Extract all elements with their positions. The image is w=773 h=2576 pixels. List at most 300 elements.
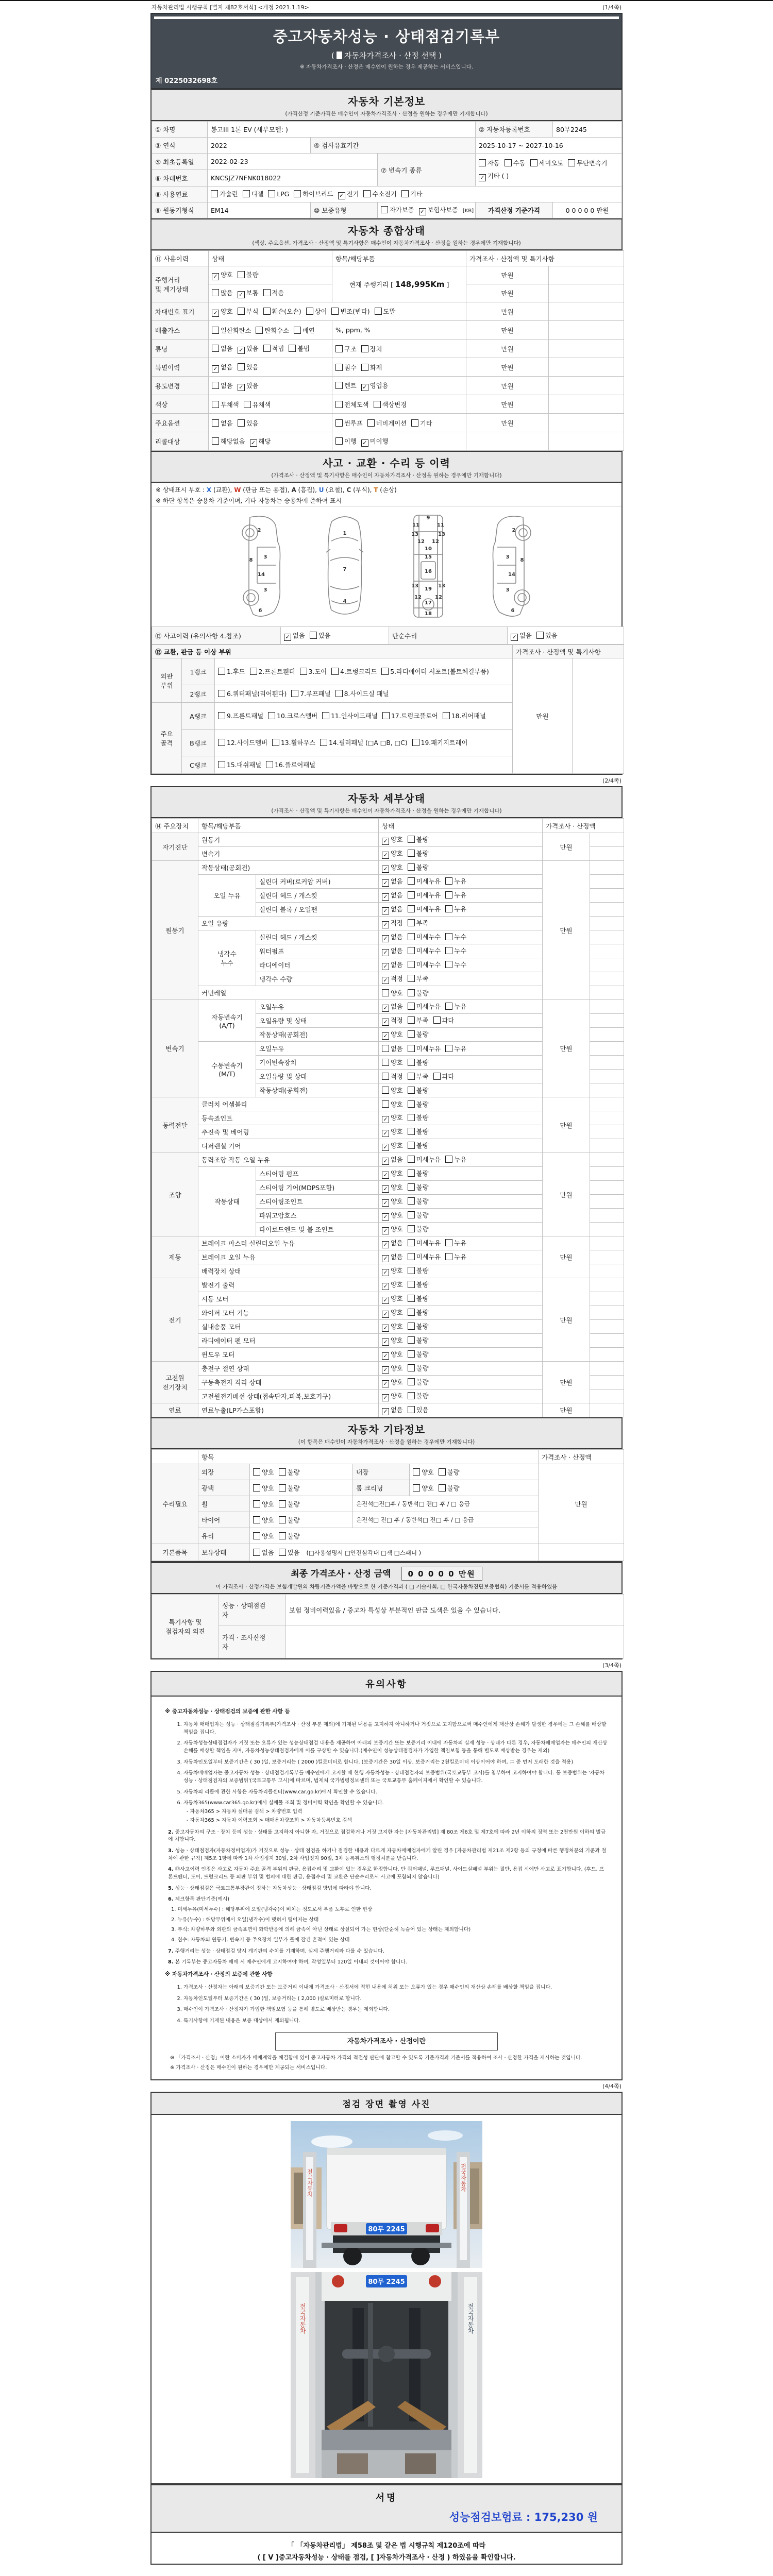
checkbox[interactable]	[212, 419, 219, 427]
checkbox[interactable]: ✓	[511, 634, 518, 641]
checkbox[interactable]: ✓	[212, 273, 219, 280]
checkbox[interactable]	[253, 1484, 260, 1492]
checkbox[interactable]: ✓	[382, 1185, 389, 1193]
checkbox[interactable]	[433, 1016, 441, 1024]
checkbox[interactable]: ✓	[361, 384, 368, 391]
checkbox[interactable]	[218, 739, 225, 746]
checkbox[interactable]: ✓	[382, 1158, 389, 1165]
checkbox[interactable]	[536, 632, 544, 639]
option-없음: ✓ 없음	[382, 1238, 403, 1248]
option-미세누유: 미세누유	[408, 1044, 441, 1053]
checkbox[interactable]	[408, 1253, 415, 1260]
detail-table-box	[150, 818, 623, 1418]
checkbox[interactable]	[310, 632, 317, 639]
model-year: 2022	[208, 138, 311, 154]
checkbox[interactable]	[218, 712, 225, 719]
checkbox[interactable]	[408, 1030, 415, 1038]
detail-subgroup: 자동변속기 (A/T)	[198, 1000, 256, 1042]
detail-status	[379, 889, 543, 903]
other-item-status	[250, 1496, 353, 1512]
checkbox[interactable]	[218, 690, 225, 697]
checkbox[interactable]	[212, 401, 219, 408]
checkbox[interactable]	[568, 159, 575, 166]
checkbox[interactable]	[331, 668, 339, 675]
checkbox[interactable]	[367, 419, 375, 427]
checkbox[interactable]: ✓	[361, 439, 368, 447]
checkbox[interactable]: ✓	[382, 1199, 389, 1207]
checkbox[interactable]: ✓	[382, 1352, 389, 1360]
option-누유: 누유	[445, 1002, 466, 1011]
checkbox[interactable]	[411, 419, 418, 427]
option-색상변경: 색상변경	[374, 400, 407, 409]
detail-item: 원동기	[198, 833, 379, 847]
detail-price: 만원	[543, 861, 590, 1000]
checkbox[interactable]	[279, 1532, 286, 1539]
option-불량: 불량	[408, 1294, 429, 1303]
checkbox[interactable]	[408, 1003, 415, 1010]
checkbox[interactable]	[279, 1500, 286, 1507]
checkbox[interactable]: ✓	[479, 174, 486, 181]
checkbox[interactable]	[381, 206, 388, 213]
checkbox[interactable]	[439, 1484, 446, 1492]
other-item-label: 타이어	[198, 1512, 250, 1528]
checkbox[interactable]	[375, 308, 382, 315]
checkbox[interactable]: ✓	[382, 866, 389, 873]
checkbox[interactable]: ✓	[382, 907, 389, 914]
checkbox[interactable]	[408, 1087, 415, 1094]
detail-status	[379, 1125, 543, 1139]
checkbox[interactable]	[382, 1087, 389, 1094]
other-item-note: 운전석□ 전□ 후 / 동반석□ 전□ 후 / □ 응급	[353, 1512, 539, 1528]
exchange-title: ⑬ 교환, 판금 등 이상 부위	[152, 645, 513, 658]
confirmation-line-1: 「 「자동차관리법」 제58조 및 같은 법 시행규칙 제120조에 따라	[287, 2541, 486, 2550]
checkbox[interactable]: ✓	[382, 852, 389, 859]
checkbox[interactable]	[408, 1323, 415, 1330]
checkbox[interactable]	[335, 437, 343, 445]
checkbox[interactable]: ✓	[382, 1213, 389, 1221]
checkbox[interactable]	[408, 891, 415, 899]
checkbox[interactable]	[294, 327, 301, 334]
row-status	[209, 377, 332, 395]
option-없음: ✓ 없음	[212, 362, 233, 372]
option-보험사보증: ✓ 보험사보증	[419, 205, 458, 215]
checkbox[interactable]: ✓	[382, 1269, 389, 1276]
checkbox[interactable]	[374, 401, 381, 408]
checkbox[interactable]: ✓	[382, 1144, 389, 1151]
row-item	[332, 414, 466, 432]
checkbox[interactable]	[335, 690, 343, 697]
checkbox[interactable]	[408, 1114, 415, 1121]
checkbox[interactable]: ✓	[382, 1172, 389, 1179]
checkbox[interactable]: ✓	[382, 977, 389, 984]
checkbox[interactable]: ✓	[238, 347, 245, 354]
checkbox[interactable]: ✓	[382, 1338, 389, 1346]
checkbox[interactable]	[412, 739, 419, 746]
option-양호: ✓ 양호	[382, 1168, 403, 1179]
checkbox[interactable]: ✓	[382, 838, 389, 845]
filled-square-icon	[337, 52, 342, 59]
checkbox[interactable]	[279, 1484, 286, 1492]
checkbox[interactable]	[445, 877, 452, 885]
first-registration: 2022-02-23	[208, 154, 378, 170]
checkbox[interactable]	[279, 1468, 286, 1476]
checkbox[interactable]	[408, 905, 415, 912]
checkbox[interactable]: ✓	[382, 1227, 389, 1234]
checkbox[interactable]: ✓	[382, 1394, 389, 1401]
checkbox[interactable]	[408, 1225, 415, 1232]
option-변조(변타): 변조(변타)	[331, 307, 369, 316]
checkbox[interactable]	[408, 933, 415, 940]
checkbox[interactable]: ✓	[212, 365, 219, 372]
option-양호: ✓ 양호	[212, 307, 233, 317]
checkbox[interactable]	[445, 1045, 452, 1052]
option-네비게이션: 네비게이션	[367, 418, 407, 428]
detail-price: 만원	[543, 1278, 590, 1362]
checkbox[interactable]	[238, 419, 245, 427]
checkbox[interactable]	[211, 190, 218, 197]
checkbox[interactable]	[244, 401, 251, 408]
detail-status	[379, 1097, 543, 1111]
checkbox[interactable]	[268, 712, 275, 719]
checkbox[interactable]	[218, 761, 225, 768]
option-누유: 누유	[445, 1252, 466, 1261]
confirmation-line-2: ( [ V ]중고자동차성능 · 상태를 점검, [ ]자동차가격조사 · 산정 ) 하였음을 확인합니다.	[257, 2553, 516, 2562]
checkbox[interactable]	[382, 712, 390, 719]
checkbox[interactable]	[479, 159, 486, 166]
checkbox[interactable]: ✓	[382, 1325, 389, 1332]
checkbox[interactable]	[253, 1516, 260, 1523]
detail-subgroup: 수동변속기 (M/T)	[198, 1042, 256, 1097]
checkbox[interactable]	[382, 1100, 389, 1108]
rank-items	[215, 703, 513, 730]
checkbox[interactable]	[320, 739, 327, 746]
checkbox[interactable]	[253, 1500, 260, 1507]
notice-footnote: ※ 「가격조사 · 산정」이란 소비자가 매매계약을 체결함에 있어 중고자동차 가격의 적절성 판단에 참고할 수 있도록 기준가격과 기준서를 적용하여 조사 · 산정한 가격을 제시하는 것입니다.	[170, 2055, 582, 2061]
checkbox[interactable]	[445, 1239, 452, 1246]
photo-section	[150, 2092, 623, 2484]
checkbox[interactable]	[408, 877, 415, 885]
detail-status	[379, 1181, 543, 1195]
checkbox[interactable]: ✓	[382, 1297, 389, 1304]
checkbox[interactable]	[256, 327, 263, 334]
checkbox[interactable]	[279, 1516, 286, 1523]
checkbox[interactable]	[445, 933, 452, 940]
option-양호: ✓ 양호	[382, 1210, 403, 1221]
checkbox[interactable]	[408, 947, 415, 954]
checkbox[interactable]	[253, 1532, 260, 1539]
checkbox[interactable]	[408, 1281, 415, 1288]
option-디젤: 디젤	[243, 189, 264, 198]
checkbox[interactable]	[306, 308, 313, 315]
checkbox[interactable]	[335, 382, 343, 389]
option-불량: 불량	[408, 1086, 429, 1095]
detail-item: 스티어링조인트	[256, 1195, 379, 1209]
checkbox[interactable]	[218, 668, 225, 675]
checkbox[interactable]	[266, 761, 273, 768]
checkbox[interactable]	[250, 668, 257, 675]
notice-item: 5. 자동차의 리콜에 관한 사항은 자동차리콜센터(www.car.go.kr)에서 확인할 수 있습니다.	[183, 1789, 608, 1797]
checkbox[interactable]	[505, 159, 512, 166]
checkbox[interactable]: ✓	[382, 893, 389, 901]
detail-item: 추진축 및 베어링	[198, 1125, 379, 1139]
checkbox[interactable]: ✓	[382, 879, 389, 887]
row-status	[209, 321, 332, 340]
checkbox[interactable]	[263, 345, 271, 352]
checkbox[interactable]	[408, 1100, 415, 1108]
checkbox[interactable]: ✓	[338, 192, 345, 199]
checkbox[interactable]	[335, 345, 343, 352]
checkbox[interactable]	[212, 327, 219, 334]
checkbox[interactable]	[322, 712, 329, 719]
price-cell: 만원	[466, 377, 549, 395]
checkbox[interactable]	[238, 271, 245, 278]
checkbox[interactable]: ✓	[382, 1116, 389, 1123]
checkbox[interactable]: ✓	[382, 963, 389, 970]
checkbox[interactable]	[300, 668, 307, 675]
checkbox[interactable]	[408, 1156, 415, 1163]
checkbox[interactable]	[408, 1059, 415, 1066]
checkbox[interactable]	[408, 1239, 415, 1246]
checkbox[interactable]	[408, 850, 415, 857]
other-item-label: 유리	[198, 1528, 250, 1544]
checkbox[interactable]	[408, 1295, 415, 1302]
checkbox[interactable]: ✓	[250, 439, 257, 447]
notice-item: 7. 주행거리는 성능 · 상태점검 당시 계기판의 수치를 기재하며, 실제 주행거리와 다를 수 있습니다.	[168, 1948, 384, 1954]
option-장치: 장치	[361, 344, 382, 353]
checkbox[interactable]	[263, 308, 271, 315]
option-있음: 있음	[408, 1405, 429, 1414]
checkbox[interactable]	[253, 1468, 260, 1476]
checkbox[interactable]	[238, 308, 245, 315]
checkbox[interactable]	[408, 961, 415, 968]
detail-status	[379, 972, 543, 986]
checkbox[interactable]	[238, 363, 245, 370]
checkbox[interactable]	[382, 1059, 389, 1066]
checkbox[interactable]: ✓	[382, 1283, 389, 1290]
checkbox[interactable]: ✓	[238, 384, 245, 391]
checkbox[interactable]: ✓	[382, 1408, 389, 1415]
usage-label: 튜닝	[152, 340, 209, 358]
notice-item: 2. 자동차인도일부터 보증기간은 ( 30 )일, 보증거리는 ( 2,000 )킬로미터로 합니다.	[183, 1995, 608, 2003]
checkbox[interactable]	[335, 364, 343, 371]
checkbox[interactable]	[408, 1183, 415, 1191]
detail-item: 실린더 헤드 / 개스킷	[256, 930, 379, 944]
svg-text:11: 11	[412, 522, 419, 529]
checkbox[interactable]	[268, 190, 275, 197]
checkbox[interactable]: ✓	[382, 1311, 389, 1318]
checkbox[interactable]	[381, 668, 389, 675]
option-미세누수: 미세누수	[408, 932, 441, 941]
svg-text:12: 12	[414, 595, 422, 601]
panel-group: 외판 부위	[152, 658, 182, 703]
checkbox[interactable]: ✓	[212, 310, 219, 317]
checkbox[interactable]: ✓	[382, 1241, 389, 1248]
option-양호: 양호	[253, 1467, 274, 1477]
detail-item: 브레이크 오일 누유	[198, 1250, 379, 1264]
svg-text:19: 19	[425, 586, 432, 592]
checkbox[interactable]	[408, 1267, 415, 1274]
checkbox[interactable]: ✓	[382, 1005, 389, 1012]
checkbox[interactable]	[408, 989, 415, 996]
checkbox[interactable]	[445, 1156, 452, 1163]
checkbox[interactable]	[408, 1309, 415, 1316]
checkbox[interactable]	[212, 345, 219, 352]
notice-heading: ※ 중고자동차성능 · 상태점검의 보증에 관한 사항 등	[165, 1708, 290, 1715]
checkbox[interactable]	[445, 891, 452, 899]
checkbox[interactable]	[445, 947, 452, 954]
option-적음: 적음	[263, 288, 284, 297]
other-item-label: 보유상태	[198, 1544, 250, 1561]
checkbox[interactable]	[253, 1549, 260, 1556]
option-불량: 불량	[408, 1363, 429, 1372]
checkbox[interactable]: ✓	[382, 1019, 389, 1026]
checkbox[interactable]: ✓	[284, 634, 291, 641]
checkbox[interactable]	[363, 190, 371, 197]
option-12.사이드멤버: 12.사이드멤버	[218, 737, 267, 749]
checkbox[interactable]	[445, 961, 452, 968]
detail-item: 배력장치 상태	[198, 1264, 379, 1278]
rank-label: A랭크	[182, 703, 215, 730]
checkbox[interactable]	[413, 1484, 420, 1492]
checkbox[interactable]	[361, 345, 368, 352]
option-불량: 불량	[408, 1377, 429, 1386]
status-code-A: A	[291, 486, 296, 494]
checkbox[interactable]	[530, 159, 537, 166]
option-부족: 부족	[408, 974, 429, 983]
car-diagram-underbody	[397, 511, 459, 621]
field-label: ① 차명	[152, 122, 208, 138]
row-status	[209, 302, 466, 321]
checkbox[interactable]: ✓	[382, 1032, 389, 1040]
checkbox[interactable]	[243, 190, 250, 197]
checkbox[interactable]	[408, 1073, 415, 1080]
checkbox[interactable]	[408, 919, 415, 926]
checkbox[interactable]	[291, 690, 298, 697]
checkbox[interactable]: ✓	[382, 949, 389, 956]
price-cell: 만원	[466, 414, 549, 432]
notice-item: 6. 자동차365(www.car365.go.kr)에서 실매물 조회 및 정비이력 확인을 확인할 수 있습니다. - 자동차365 > 자동차 실매물 검색 > 차량번호 입력 - 자동차365 > 자동차 이력조회 > 매매용차량조회 > 자동차등록번호 검색	[183, 1800, 608, 1824]
checkbox[interactable]	[433, 1073, 441, 1080]
price-cell: 만원	[466, 395, 549, 414]
accident-subtitle: (가격조사 · 산정액 및 특기사항은 매수인이 자동차가격조사 · 산정을 원하는 경우에만 기재합니다)	[271, 472, 502, 479]
option-없음: 없음	[253, 1548, 274, 1557]
option-불량: 불량	[408, 1224, 429, 1233]
checkbox[interactable]	[335, 401, 343, 408]
checkbox[interactable]	[382, 1073, 389, 1080]
detail-subtitle: (가격조사 · 산정액 및 특기사항은 매수인이 자동차가격조사 · 산정을 원하는 경우에만 기재합니다)	[271, 808, 502, 815]
checkbox[interactable]	[408, 1378, 415, 1385]
detail-status	[379, 861, 543, 875]
checkbox[interactable]	[212, 382, 219, 389]
inspector-comment: 보험 정비이력있음 / 중고차 특성상 부분적인 판금 도색은 있을 수 있습니다.	[286, 1595, 624, 1625]
price-cell: 만원	[466, 302, 549, 321]
svg-text:12: 12	[432, 539, 439, 545]
checkbox[interactable]	[445, 1003, 452, 1010]
detail-item: 고전원전기배선 상태(접속단자,피복,보호기구)	[198, 1389, 379, 1403]
checkbox[interactable]	[413, 1468, 420, 1476]
checkbox[interactable]	[408, 1197, 415, 1205]
checkbox[interactable]	[408, 1128, 415, 1135]
checkbox[interactable]	[408, 1170, 415, 1177]
checkbox[interactable]	[408, 1392, 415, 1399]
checkbox[interactable]: ✓	[238, 291, 245, 298]
checkbox[interactable]	[335, 419, 343, 427]
checkbox[interactable]	[212, 437, 219, 445]
usage-label: 차대번호 표기	[152, 302, 209, 321]
checkbox[interactable]	[408, 1336, 415, 1344]
checkbox[interactable]: ✓	[382, 1380, 389, 1387]
option-양호: 양호	[253, 1499, 274, 1509]
law-reference: 자동차관리법 시행규칙 [별지 제82호서식] <개정 2021.1.19>	[152, 4, 309, 11]
checkbox[interactable]	[408, 975, 415, 982]
option-기타: 기타	[411, 418, 432, 428]
option-불량: 불량	[408, 1196, 429, 1206]
checkbox[interactable]	[443, 712, 450, 719]
checkbox[interactable]	[445, 1253, 452, 1260]
option-부족: 부족	[408, 918, 429, 927]
checkbox[interactable]	[331, 308, 339, 315]
checkbox[interactable]: ✓	[382, 921, 389, 928]
checkbox[interactable]	[401, 190, 409, 197]
photo-section-title: 점검 장면 촬영 사진	[152, 2093, 621, 2115]
checkbox[interactable]: ✓	[382, 1130, 389, 1137]
checkbox[interactable]	[408, 863, 415, 871]
checkbox[interactable]	[212, 289, 219, 296]
detail-status	[379, 1070, 543, 1083]
option-6.쿼터패널(리어휀다): 6.쿼터패널(리어휀다)	[218, 688, 287, 700]
checkbox[interactable]: ✓	[382, 935, 389, 942]
option-양호: ✓ 양호	[382, 1266, 403, 1276]
checkbox[interactable]	[408, 1406, 415, 1413]
checkbox[interactable]	[408, 1350, 415, 1358]
checkbox[interactable]	[445, 905, 452, 912]
checkbox[interactable]	[294, 190, 301, 197]
checkbox[interactable]: ✓	[419, 208, 426, 215]
checkbox[interactable]	[408, 1142, 415, 1149]
checkbox[interactable]	[408, 1045, 415, 1052]
checkbox[interactable]	[408, 1211, 415, 1218]
inspection-photos	[152, 2115, 621, 2483]
checkbox[interactable]	[382, 1045, 389, 1052]
option-불량: 불량	[408, 1141, 429, 1150]
checkbox[interactable]	[408, 1364, 415, 1371]
checkbox[interactable]	[263, 289, 271, 296]
device-group: 변속기	[152, 1000, 198, 1097]
svg-text:3: 3	[506, 554, 510, 561]
checkbox[interactable]	[439, 1468, 446, 1476]
checkbox[interactable]	[408, 836, 415, 843]
detail-status	[379, 1083, 543, 1097]
row-status	[209, 432, 332, 451]
rank-label: B랭크	[182, 730, 215, 756]
checkbox[interactable]	[279, 1549, 286, 1556]
usage-label: 색상	[152, 395, 209, 414]
option-양호: 양호	[382, 988, 403, 997]
detail-item: 디퍼렌셜 기어	[198, 1139, 379, 1153]
option-7.루프패널: 7.루프패널	[291, 688, 330, 700]
checkbox[interactable]	[272, 739, 279, 746]
opinion-row-label: 가격 · 조사산정 자	[219, 1625, 286, 1658]
checkbox[interactable]	[382, 989, 389, 996]
checkbox[interactable]: ✓	[382, 1255, 389, 1262]
checkbox[interactable]: ✓	[382, 1366, 389, 1374]
option-19.패키지트레이: 19.패키지트레이	[412, 737, 468, 749]
checkbox[interactable]	[408, 1016, 415, 1024]
checkbox[interactable]	[361, 364, 368, 371]
row-item	[332, 377, 466, 395]
notice-item: 5. 성능 · 상태점검은 국토교통부장관이 정하는 자동차성능 · 상태점검 방법에 따라야 합니다.	[168, 1885, 372, 1891]
checkbox[interactable]	[289, 345, 296, 352]
